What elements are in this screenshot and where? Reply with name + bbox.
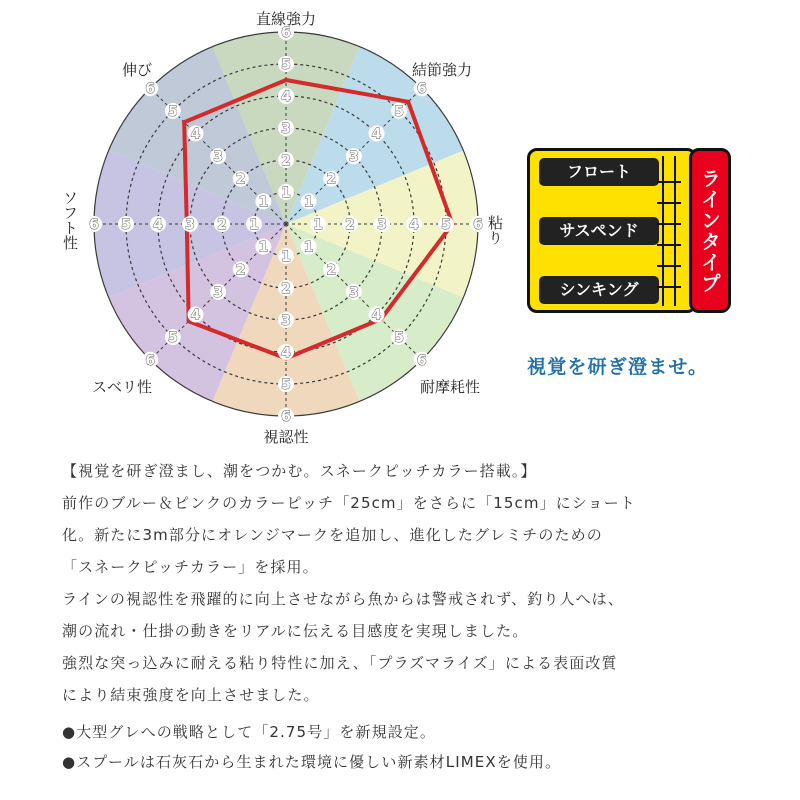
radar-axis-label: 視認性 xyxy=(263,428,309,446)
radar-point xyxy=(182,120,186,124)
product-description xyxy=(62,455,762,777)
radar-tick-label: 6 xyxy=(145,81,156,98)
description-heading: 【視覚を研ぎ澄まし、潮をつかむ。スネークピッチカラー搭載。】 xyxy=(62,462,537,480)
radar-tick-label: 4 xyxy=(190,307,201,324)
line-type-float: フロート xyxy=(539,158,659,186)
radar-tick-label: 5 xyxy=(167,330,178,347)
description-line: 潮の流れ・仕掛の動きをリアルに伝える目感度を実現しました。 xyxy=(62,622,529,640)
radar-tick-label: 5 xyxy=(441,217,451,233)
description-line: 化。新たに3m部分にオレンジマークを追加し、進化したグレミチのための xyxy=(62,526,603,544)
description-bullet: ●大型グレへの戦略として「2.75号」を新規設定。 xyxy=(62,723,436,741)
radar-tick-label: 2 xyxy=(281,281,291,297)
radar-tick-label: 6 xyxy=(473,217,483,233)
radar-tick-label: 3 xyxy=(281,313,291,329)
radar-tick-label: 2 xyxy=(235,262,246,279)
radar-tick-label: 5 xyxy=(281,377,291,393)
radar-tick-label: 4 xyxy=(281,89,291,105)
radar-tick-label: 5 xyxy=(394,330,405,347)
radar-tick-label: 6 xyxy=(416,81,427,98)
radar-tick-label: 1 xyxy=(281,249,291,265)
radar-chart xyxy=(0,0,520,450)
radar-tick-label: 6 xyxy=(89,217,99,233)
radar-tick-label: 4 xyxy=(190,126,201,143)
radar-tick-label: 3 xyxy=(377,217,387,233)
radar-tick-label: 4 xyxy=(409,217,419,233)
radar-tick-label: 5 xyxy=(394,103,405,120)
tagline: 視覚を研ぎ澄ませ。 xyxy=(527,356,709,378)
radar-tick-label: 4 xyxy=(281,345,291,361)
radar-tick-label: 2 xyxy=(326,262,337,279)
radar-tick-label: 1 xyxy=(258,194,269,211)
radar-tick-label: 6 xyxy=(281,409,291,425)
radar-tick-label: 3 xyxy=(185,217,195,233)
radar-axis-label: スベリ性 xyxy=(92,378,153,396)
radar-tick-label: 3 xyxy=(349,284,359,301)
radar-tick-label: 6 xyxy=(145,352,156,369)
line-type-sinking: シンキング xyxy=(539,276,659,304)
line-type-title: ラインタイプ xyxy=(689,148,731,313)
radar-tick-label: 1 xyxy=(281,185,291,201)
radar-axis-label: 粘り xyxy=(486,215,504,245)
radar-tick-label: 1 xyxy=(303,194,314,211)
radar-axis-label: 直線強力 xyxy=(255,10,317,28)
radar-tick-label: 1 xyxy=(303,239,314,256)
radar-axis-label: 結節強力 xyxy=(412,61,473,79)
radar-tick-label: 2 xyxy=(235,171,246,188)
line-type-suspend: サスペンド xyxy=(539,217,659,245)
radar-tick-label: 4 xyxy=(153,217,163,233)
radar-point xyxy=(284,78,288,82)
radar-tick-label: 1 xyxy=(249,217,259,233)
description-line: により結束強度を向上させました。 xyxy=(62,686,320,704)
radar-tick-label: 2 xyxy=(326,171,337,188)
radar-tick-label: 3 xyxy=(213,149,223,166)
line-type-panel xyxy=(527,148,731,313)
radar-tick-label: 4 xyxy=(371,307,382,324)
description-line: 「スネークピッチカラー」を採用。 xyxy=(62,558,319,576)
radar-tick-label: 2 xyxy=(217,217,227,233)
radar-tick-label: 6 xyxy=(281,25,291,41)
description-bullet: ●スプールは石灰石から生まれた環境に優しい新素材LIMEXを使用。 xyxy=(62,753,562,771)
radar-tick-label: 2 xyxy=(345,217,355,233)
radar-point xyxy=(406,100,410,104)
radar-tick-label: 3 xyxy=(281,121,291,137)
radar-tick-label: 4 xyxy=(371,126,382,143)
radar-axis-label: ソフト性 xyxy=(61,190,79,250)
radar-tick-label: 3 xyxy=(349,149,359,166)
radar-tick-label: 5 xyxy=(121,217,131,233)
radar-tick-label: 5 xyxy=(167,103,178,120)
radar-tick-label: 1 xyxy=(313,217,323,233)
radar-axis-label: 伸び xyxy=(122,61,153,79)
radar-axis-label: 耐摩耗性 xyxy=(420,378,481,396)
description-line: 強烈な突っ込みに耐える粘り特性に加え、「プラズマライズ」による表面改質 xyxy=(62,654,618,672)
radar-tick-label: 3 xyxy=(213,284,223,301)
description-line: ラインの視認性を飛躍的に向上させながら魚からは警戒されず、釣り人へは、 xyxy=(62,590,624,608)
radar-tick-label: 1 xyxy=(258,239,269,256)
radar-tick-label: 5 xyxy=(281,57,291,73)
radar-tick-label: 6 xyxy=(416,352,427,369)
radar-tick-label: 2 xyxy=(281,153,291,169)
description-line: 前作のブルー＆ピンクのカラーピッチ「25cm」をさらに「15cm」にショート xyxy=(62,494,636,512)
